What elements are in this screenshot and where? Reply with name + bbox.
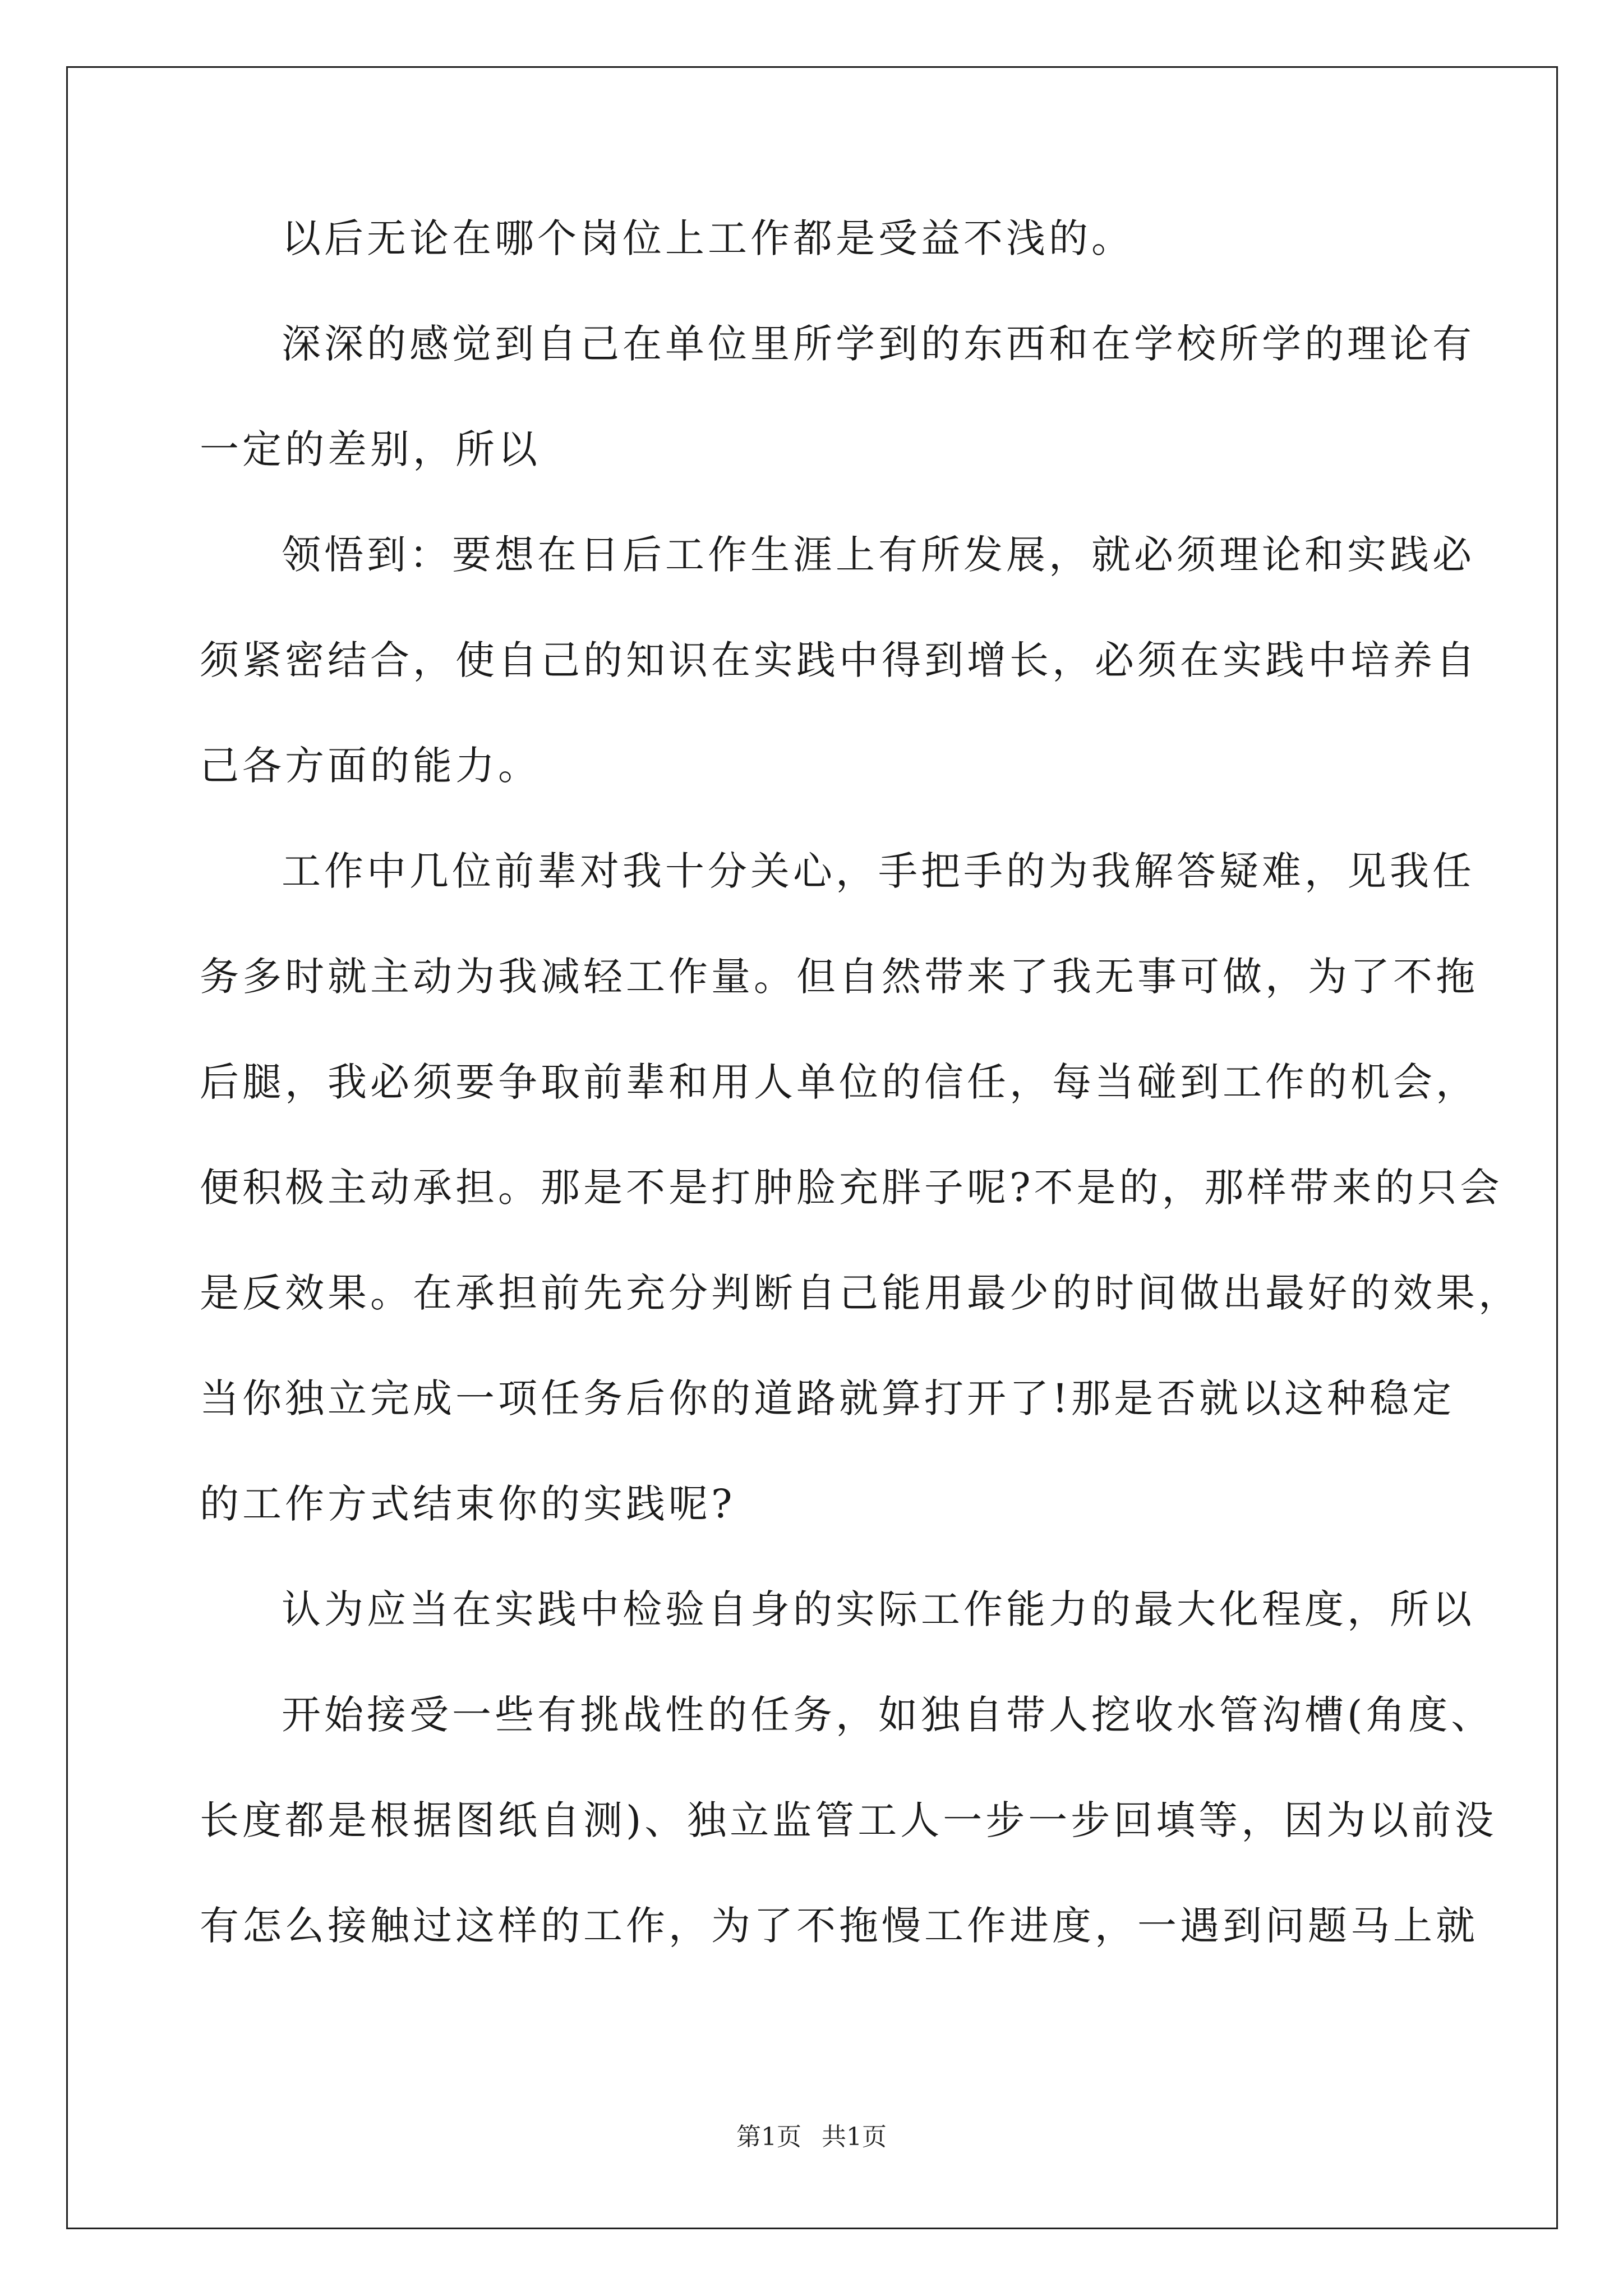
page-footer: [0, 2120, 1623, 2154]
text-line-16: 长度都是根据图纸自测)、独立监管工人一步一步回填等，因为以前没: [200, 1797, 1497, 1843]
text-line-1: 以后无论在哪个岗位上工作都是受益不浅的。: [282, 215, 1134, 261]
text-line-17: 有怎么接触过这样的工作，为了不拖慢工作进度，一遇到问题马上就: [200, 1903, 1478, 1949]
text-line-2: 深深的感觉到自己在单位里所学到的东西和在学校所学的理论有: [282, 321, 1475, 367]
text-line-15: 开始接受一些有挑战性的任务，如独自带人挖收水管沟槽(角度、: [282, 1692, 1494, 1738]
text-line-12: 当你独立完成一项任务后你的道路就算打开了!那是否就以这种稳定: [200, 1375, 1455, 1421]
page-number: 第1页: [736, 2123, 801, 2151]
text-line-11: 是反效果。在承担前先充分判断自己能用最少的时间做出最好的效果，: [200, 1270, 1521, 1316]
text-line-14: 认为应当在实践中检验自身的实际工作能力的最大化程度，所以: [282, 1586, 1475, 1632]
text-line-9: 后腿，我必须要争取前辈和用人单位的信任，每当碰到工作的机会，: [200, 1059, 1478, 1105]
text-line-4: 领悟到：要想在日后工作生涯上有所发展，就必须理论和实践必: [282, 532, 1475, 578]
text-line-3: 一定的差别，所以: [200, 426, 541, 472]
text-line-13: 的工作方式结束你的实践呢?: [200, 1481, 736, 1527]
text-line-10: 便积极主动承担。那是不是打肿脸充胖子呢?不是的，那样带来的只会: [200, 1165, 1503, 1211]
text-line-8: 务多时就主动为我减轻工作量。但自然带来了我无事可做，为了不拖: [200, 954, 1478, 1000]
text-line-5: 须紧密结合，使自己的知识在实践中得到增长，必须在实践中培养自: [200, 637, 1478, 683]
page-total: 共1页: [822, 2123, 887, 2151]
text-line-7: 工作中几位前辈对我十分关心，手把手的为我解答疑难，见我任: [282, 848, 1475, 894]
text-line-6: 己各方面的能力。: [200, 743, 541, 789]
